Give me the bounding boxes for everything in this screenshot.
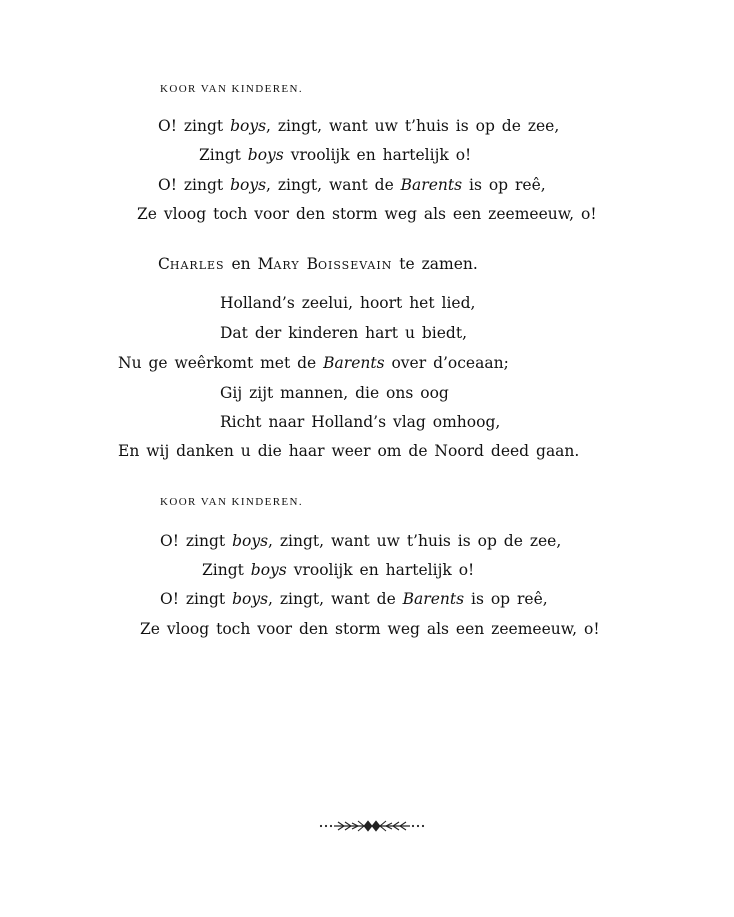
verse-line: [118, 442, 579, 460]
verse-text: Ze vloog toch voor den storm weg als een zeemeeuw, o!: [140, 620, 600, 638]
heading-smallcaps: ARY: [273, 259, 300, 272]
chorus-heading: KOOR VAN KINDEREN.: [160, 83, 304, 95]
verse-text: En wij danken u die haar weer om de Noord deed gaan.: [118, 442, 580, 460]
verse-text: , zingt, want de: [268, 590, 403, 608]
heading-text: [300, 255, 307, 273]
verse-line: [220, 324, 467, 342]
verse-text: O! zingt: [160, 590, 233, 608]
verse-line: [160, 590, 548, 608]
verse-text: Ze vloog toch voor den storm weg als een zeemeeuw, o!: [137, 205, 597, 223]
heading-text: te zamen.: [392, 255, 478, 273]
verse-text: vroolijk en hartelijk o!: [283, 146, 472, 164]
verse-line: [160, 532, 561, 550]
verse-line: [220, 294, 475, 312]
verse-line: [158, 117, 559, 135]
verse-text: is op reê,: [462, 176, 546, 194]
verse-text: O! zingt: [158, 117, 231, 135]
verse-text: , zingt, want de: [266, 176, 401, 194]
verse-italic: Barents: [402, 590, 465, 608]
heading-text: en: [224, 255, 258, 273]
verse-line: [140, 620, 600, 638]
verse-text: Dat der kinderen hart u biedt,: [220, 324, 468, 342]
decorative-fleuron-icon: [318, 818, 426, 834]
verse-italic: boys: [250, 561, 287, 579]
heading-initial: C: [158, 255, 170, 273]
verse-line: [137, 205, 597, 223]
duet-heading: [158, 255, 478, 273]
verse-italic: Barents: [400, 176, 463, 194]
verse-text: vroolijk en hartelijk o!: [286, 561, 475, 579]
verse-text: O! zingt: [160, 532, 233, 550]
chorus-heading: KOOR VAN KINDEREN.: [160, 496, 304, 508]
heading-initial: M: [257, 255, 274, 273]
heading-smallcaps: HARLES: [169, 259, 225, 272]
verse-text: , zingt, want uw t’huis is op de zee,: [268, 532, 562, 550]
verse-italic: boys: [232, 590, 269, 608]
verse-text: O! zingt: [158, 176, 231, 194]
heading-initial: B: [306, 255, 318, 273]
verse-text: Gij zijt mannen, die ons oog: [220, 384, 449, 402]
verse-text: Nu ge weêrkomt met de: [118, 354, 324, 372]
verse-line: [220, 413, 500, 431]
verse-text: is op reê,: [464, 590, 548, 608]
heading-smallcaps: OISSEVAIN: [317, 259, 393, 272]
verse-line: [199, 146, 471, 164]
verse-italic: Barents: [323, 354, 385, 372]
verse-text: Zingt: [202, 561, 251, 579]
verse-text: Richt naar Holland’s vlag omhoog,: [220, 413, 501, 431]
verse-italic: boys: [247, 146, 284, 164]
verse-text: Holland’s zeelui, hoort het lied,: [220, 294, 476, 312]
verse-line: [202, 561, 474, 579]
verse-line: [118, 354, 509, 372]
verse-text: Zingt: [199, 146, 248, 164]
verse-italic: boys: [232, 532, 269, 550]
verse-line: [158, 176, 546, 194]
verse-line: [220, 384, 449, 402]
verse-text: , zingt, want uw t’huis is op de zee,: [266, 117, 560, 135]
verse-italic: boys: [230, 176, 267, 194]
verse-italic: boys: [230, 117, 267, 135]
verse-text: over d’oceaan;: [384, 354, 509, 372]
